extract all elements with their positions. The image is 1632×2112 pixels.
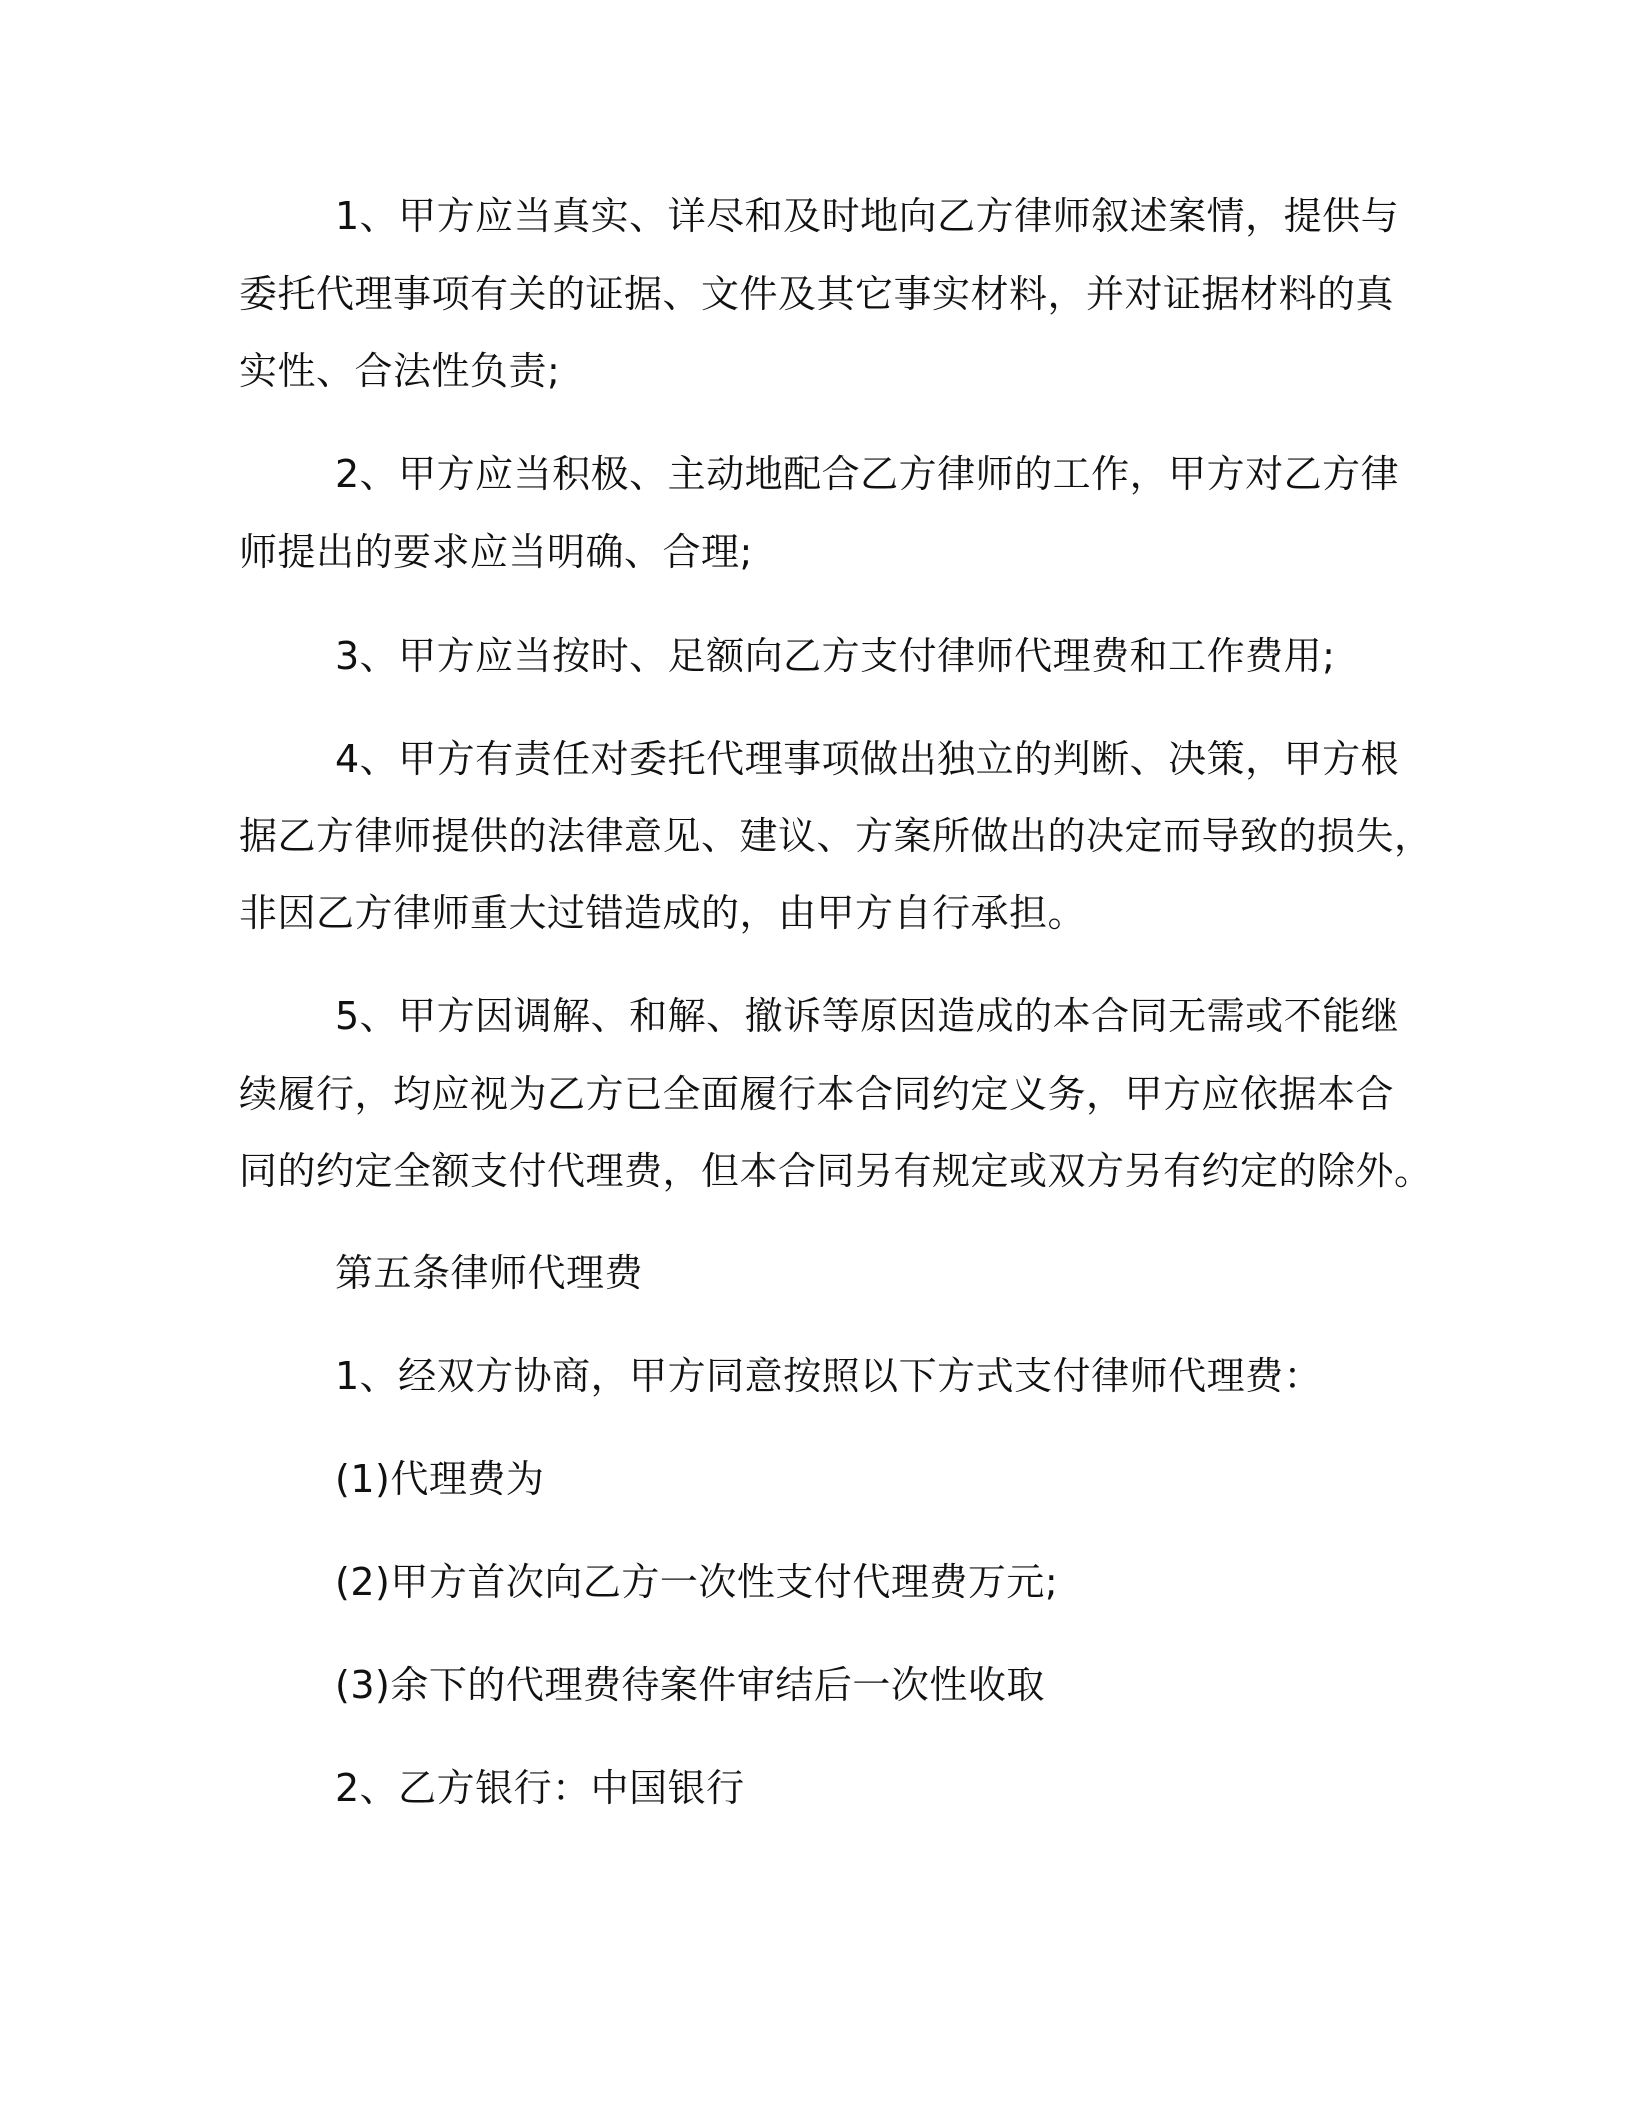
paragraph-line: 据乙方律师提供的法律意见、建议、方案所做出的决定而导致的损失，	[239, 814, 1433, 858]
paragraph-line: 4、甲方有责任对委托代理事项做出独立的判断、决策，甲方根	[335, 737, 1400, 781]
paragraph-line: 1、甲方应当真实、详尽和及时地向乙方律师叙述案情，提供与	[335, 194, 1400, 238]
section-title: 第五条律师代理费	[335, 1251, 644, 1295]
paragraph-line: 同的约定全额支付代理费，但本合同另有规定或双方另有约定的除外。	[239, 1149, 1433, 1193]
paragraph-line: 实性、合法性负责;	[239, 349, 561, 393]
paragraph-line: 非因乙方律师重大过错造成的，由甲方自行承担。	[239, 891, 1087, 935]
bank-info: 2、乙方银行：中国银行	[335, 1766, 745, 1810]
paragraph-line: 3、甲方应当按时、足额向乙方支付律师代理费和工作费用;	[335, 634, 1336, 678]
fee-item: 1、经双方协商，甲方同意按照以下方式支付律师代理费：	[335, 1354, 1323, 1398]
fee-item: (1)代理费为	[335, 1457, 545, 1501]
paragraph-line: 5、甲方因调解、和解、撤诉等原因造成的本合同无需或不能继	[335, 994, 1400, 1038]
paragraph-line: 2、甲方应当积极、主动地配合乙方律师的工作，甲方对乙方律	[335, 452, 1400, 496]
paragraph-line: 续履行，均应视为乙方已全面履行本合同约定义务，甲方应依据本合	[239, 1072, 1395, 1116]
paragraph-line: 委托代理事项有关的证据、文件及其它事实材料，并对证据材料的真	[239, 272, 1395, 316]
paragraph-line: 师提出的要求应当明确、合理;	[239, 530, 753, 574]
fee-item: (2)甲方首次向乙方一次性支付代理费万元;	[335, 1560, 1059, 1604]
fee-item: (3)余下的代理费待案件审结后一次性收取	[335, 1663, 1045, 1707]
